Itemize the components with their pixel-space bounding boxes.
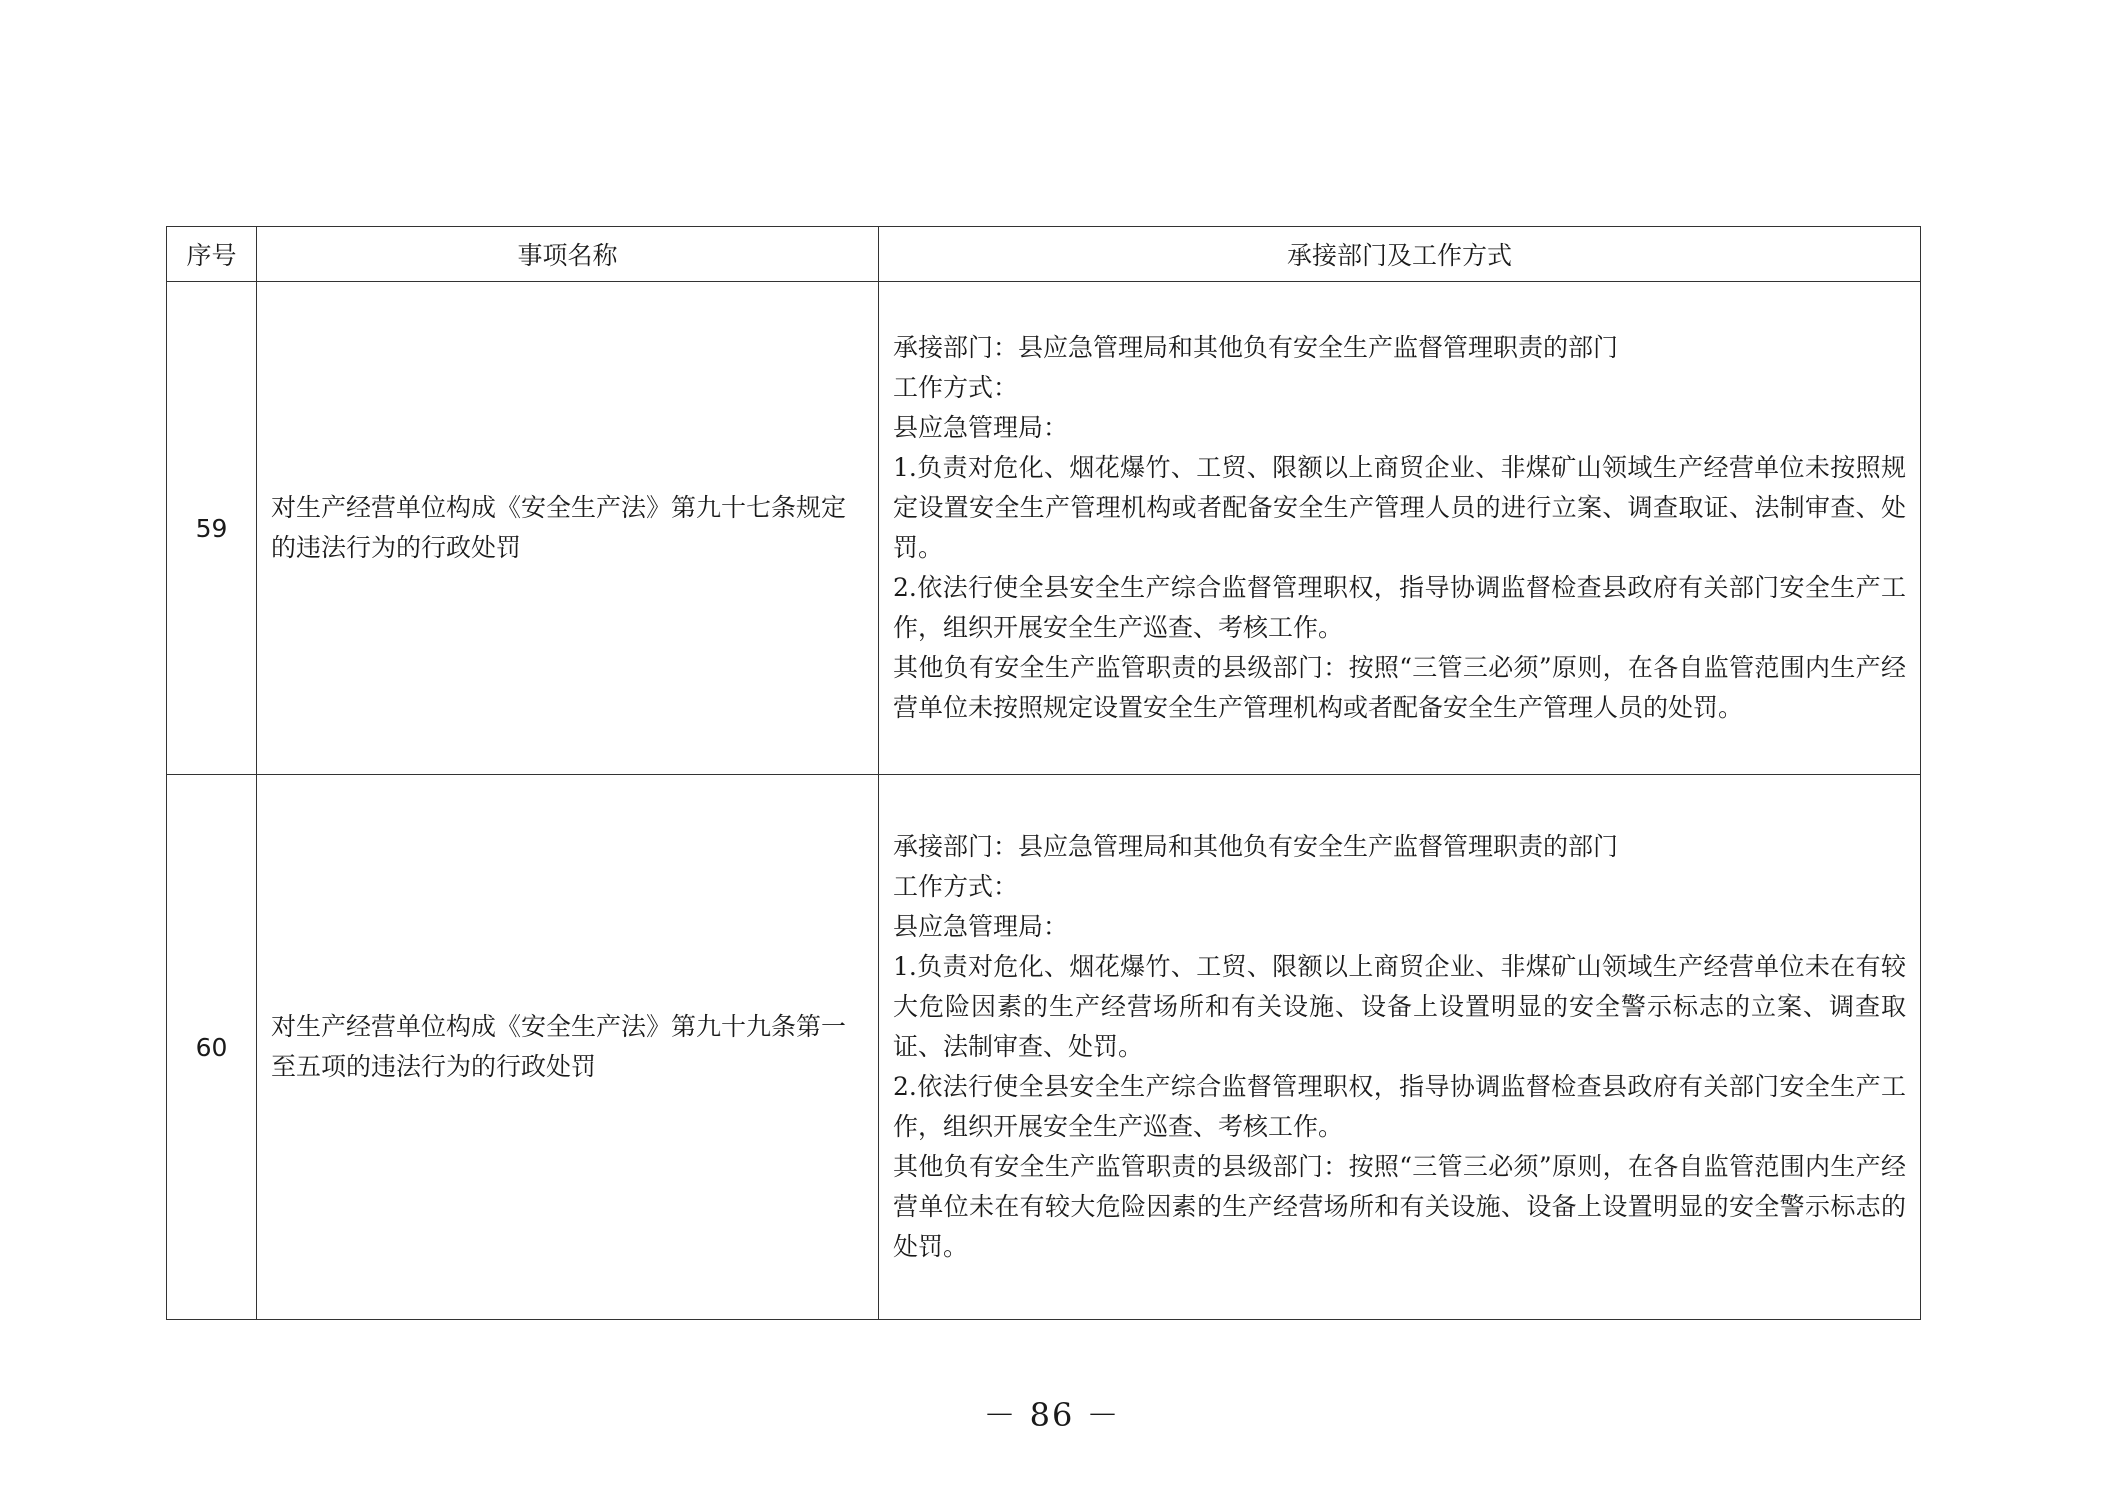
department-line: 承接部门：县应急管理局和其他负有安全生产监督管理职责的部门: [893, 832, 1619, 861]
work-method-label: 工作方式：: [893, 373, 1019, 402]
row-department-and-method: [879, 282, 1921, 775]
row-item-name: 对生产经营单位构成《安全生产法》第九十九条第一至五项的违法行为的行政处罚: [257, 775, 879, 1320]
emergency-bureau-label: 县应急管理局：: [893, 413, 1069, 442]
emergency-bureau-label: 县应急管理局：: [893, 912, 1069, 941]
row-serial-number: 59: [167, 282, 257, 775]
other-departments-duty: 其他负有安全生产监管职责的县级部门：按照“三管三必须”原则，在各自监管范围内生产经营单位未按照规定设置安全生产管理机构或者配备安全生产管理人员的处罚。: [893, 653, 1906, 722]
department-line: 承接部门：县应急管理局和其他负有安全生产监督管理职责的部门: [893, 333, 1619, 362]
work-method-label: 工作方式：: [893, 872, 1019, 901]
table-row: [167, 775, 1921, 1320]
other-departments-duty: 其他负有安全生产监管职责的县级部门：按照“三管三必须”原则，在各自监管范围内生产经营单位未在有较大危险因素的生产经营场所和有关设施、设备上设置明显的安全警示标志的处罚。: [893, 1152, 1906, 1261]
duty-item-2: 2.依法行使全县安全生产综合监督管理职权，指导协调监督检查县政府有关部门安全生产工作，组织开展安全生产巡查、考核工作。: [893, 573, 1906, 642]
duty-item-1: 1.负责对危化、烟花爆竹、工贸、限额以上商贸企业、非煤矿山领域生产经营单位未在有较大危险因素的生产经营场所和有关设施、设备上设置明显的安全警示标志的立案、调查取证、法制审查、处罚。: [893, 952, 1906, 1061]
duty-item-2: 2.依法行使全县安全生产综合监督管理职权，指导协调监督检查县政府有关部门安全生产工作，组织开展安全生产巡查、考核工作。: [893, 1072, 1906, 1141]
table-header-row: [167, 227, 1921, 282]
header-serial-number: 序号: [167, 227, 257, 282]
duty-item-1: 1.负责对危化、烟花爆竹、工贸、限额以上商贸企业、非煤矿山领域生产经营单位未按照规定设置安全生产管理机构或者配备安全生产管理人员的进行立案、调查取证、法制审查、处罚。: [893, 453, 1906, 562]
page-number: － 86 －: [983, 1396, 1121, 1434]
table-row: [167, 282, 1921, 775]
row-serial-number: 60: [167, 775, 257, 1320]
header-department-and-method: 承接部门及工作方式: [879, 227, 1921, 282]
row-department-and-method: [879, 775, 1921, 1320]
header-item-name: 事项名称: [257, 227, 879, 282]
row-item-name: 对生产经营单位构成《安全生产法》第九十七条规定的违法行为的行政处罚: [257, 282, 879, 775]
responsibility-table: [166, 226, 1921, 1320]
